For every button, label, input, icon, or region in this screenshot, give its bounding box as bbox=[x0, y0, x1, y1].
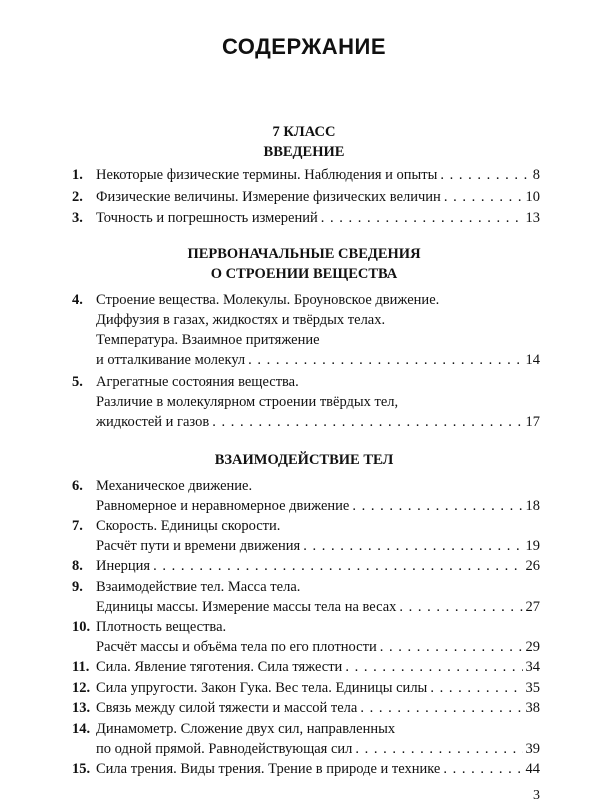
leader-dots bbox=[321, 208, 523, 228]
entry-title-line: Некоторые физические термины. Наблюдения и опыты bbox=[96, 167, 438, 183]
leader-dots bbox=[248, 350, 522, 370]
entry-page-number: 27 bbox=[525, 599, 540, 615]
entry-title-line: Сила. Явление тяготения. Сила тяжести bbox=[96, 659, 343, 675]
toc-entry[interactable] bbox=[72, 290, 540, 370]
entry-title-line: Строение вещества. Молекулы. Броуновское движение. bbox=[96, 292, 440, 308]
entry-title-line: по одной прямой. Равнодействующая сил bbox=[96, 741, 353, 757]
entry-page-number: 19 bbox=[525, 538, 540, 554]
entry-title-line: Агрегатные состояния вещества. bbox=[96, 374, 299, 390]
section-heading-line: ВВЕДЕНИЕ bbox=[263, 144, 345, 160]
section-heading-line: ПЕРВОНАЧАЛЬНЫЕ СВЕДЕНИЯ bbox=[187, 246, 421, 262]
section-heading-line: О СТРОЕНИИ ВЕЩЕСТВА bbox=[210, 266, 398, 282]
section-heading bbox=[0, 450, 608, 470]
entry-number: 5. bbox=[72, 374, 83, 390]
entry-title-line: жидкостей и газов bbox=[96, 414, 210, 430]
entry-title-line: Инерция bbox=[96, 558, 151, 574]
entry-title-line: Диффузия в газах, жидкостях и твёрдых телах. bbox=[96, 312, 386, 328]
entry-page-number: 38 bbox=[525, 700, 540, 716]
section-heading-line: 7 КЛАСС bbox=[272, 124, 336, 140]
leader-dots bbox=[212, 412, 522, 432]
entry-number: 10. bbox=[72, 619, 91, 635]
leader-dots bbox=[355, 739, 522, 759]
leader-dots bbox=[360, 698, 522, 718]
section-heading-line: ВЗАИМОДЕЙСТВИЕ ТЕЛ bbox=[214, 452, 394, 468]
leader-dots bbox=[380, 637, 523, 657]
toc-entry[interactable] bbox=[72, 556, 540, 576]
entry-title-line: Связь между силой тяжести и массой тела bbox=[96, 700, 358, 716]
entry-page-number: 13 bbox=[525, 210, 540, 226]
leader-dots bbox=[303, 536, 522, 556]
toc-entry[interactable] bbox=[72, 516, 540, 556]
entry-title-line: Механическое движение. bbox=[96, 478, 253, 494]
leader-dots bbox=[440, 165, 529, 185]
entry-page-number: 10 bbox=[525, 189, 540, 205]
toc-entry[interactable] bbox=[72, 165, 540, 185]
toc-entry[interactable] bbox=[72, 476, 540, 516]
entry-title-line: Расчёт пути и времени движения bbox=[96, 538, 301, 554]
leader-dots bbox=[352, 496, 522, 516]
entry-title-line: Взаимодействие тел. Масса тела. bbox=[96, 579, 301, 595]
section-heading bbox=[0, 244, 608, 284]
entry-page-number: 39 bbox=[525, 741, 540, 757]
entry-title-line: Плотность вещества. bbox=[96, 619, 227, 635]
entry-page-number: 44 bbox=[525, 761, 540, 777]
leader-dots bbox=[443, 759, 522, 779]
leader-dots bbox=[430, 678, 522, 698]
entry-number: 13. bbox=[72, 700, 91, 716]
entry-number: 4. bbox=[72, 292, 83, 308]
toc-entry[interactable] bbox=[72, 657, 540, 677]
entry-page-number: 18 bbox=[525, 498, 540, 514]
entry-title-line: Динамометр. Сложение двух сил, направленных bbox=[96, 721, 396, 737]
entry-page-number: 34 bbox=[525, 659, 540, 675]
toc-entry[interactable] bbox=[72, 187, 540, 207]
entry-page-number: 17 bbox=[525, 414, 540, 430]
section-heading bbox=[0, 122, 608, 162]
entry-title-line: Единицы массы. Измерение массы тела на весах bbox=[96, 599, 397, 615]
leader-dots bbox=[345, 657, 522, 677]
entry-title-line: Скорость. Единицы скорости. bbox=[96, 518, 281, 534]
entry-number: 6. bbox=[72, 478, 83, 494]
entry-page-number: 8 bbox=[532, 167, 540, 183]
entry-title-line: Расчёт массы и объёма тела по его плотности bbox=[96, 639, 377, 655]
entry-number: 9. bbox=[72, 579, 83, 595]
leader-dots bbox=[444, 187, 523, 207]
leader-dots bbox=[153, 556, 522, 576]
page-number: 3 bbox=[533, 788, 540, 803]
entry-number: 14. bbox=[72, 721, 91, 737]
toc-entry[interactable] bbox=[72, 617, 540, 657]
toc-entry[interactable] bbox=[72, 372, 540, 432]
entry-title-line: Сила трения. Виды трения. Трение в природе и технике bbox=[96, 761, 441, 777]
entry-title-line: Физические величины. Измерение физических величин bbox=[96, 189, 441, 205]
toc-entry[interactable] bbox=[72, 719, 540, 759]
entry-number: 1. bbox=[72, 167, 83, 183]
toc-entry[interactable] bbox=[72, 698, 540, 718]
entry-title-line: Равномерное и неравномерное движение bbox=[96, 498, 350, 514]
entry-title-line: Температура. Взаимное притяжение bbox=[96, 332, 320, 348]
entry-page-number: 26 bbox=[525, 558, 540, 574]
entry-title-line: и отталкивание молекул bbox=[96, 352, 246, 368]
entry-page-number: 29 bbox=[525, 639, 540, 655]
leader-dots bbox=[399, 597, 522, 617]
toc-entry[interactable] bbox=[72, 678, 540, 698]
entry-number: 15. bbox=[72, 761, 91, 777]
entry-page-number: 35 bbox=[525, 680, 540, 696]
entry-number: 2. bbox=[72, 189, 83, 205]
entry-number: 7. bbox=[72, 518, 83, 534]
toc-entry[interactable] bbox=[72, 208, 540, 228]
entry-page-number: 14 bbox=[525, 352, 540, 368]
entry-title-line: Различие в молекулярном строении твёрдых тел, bbox=[96, 394, 399, 410]
page-title: СОДЕРЖАНИЕ bbox=[221, 34, 387, 59]
entry-number: 12. bbox=[72, 680, 91, 696]
toc-entry[interactable] bbox=[72, 759, 540, 779]
entry-number: 11. bbox=[72, 659, 90, 675]
entry-title-line: Точность и погрешность измерений bbox=[96, 210, 318, 226]
entry-number: 8. bbox=[72, 558, 83, 574]
toc-entry[interactable] bbox=[72, 577, 540, 617]
entry-number: 3. bbox=[72, 210, 83, 226]
entry-title-line: Сила упругости. Закон Гука. Вес тела. Единицы силы bbox=[96, 680, 428, 696]
